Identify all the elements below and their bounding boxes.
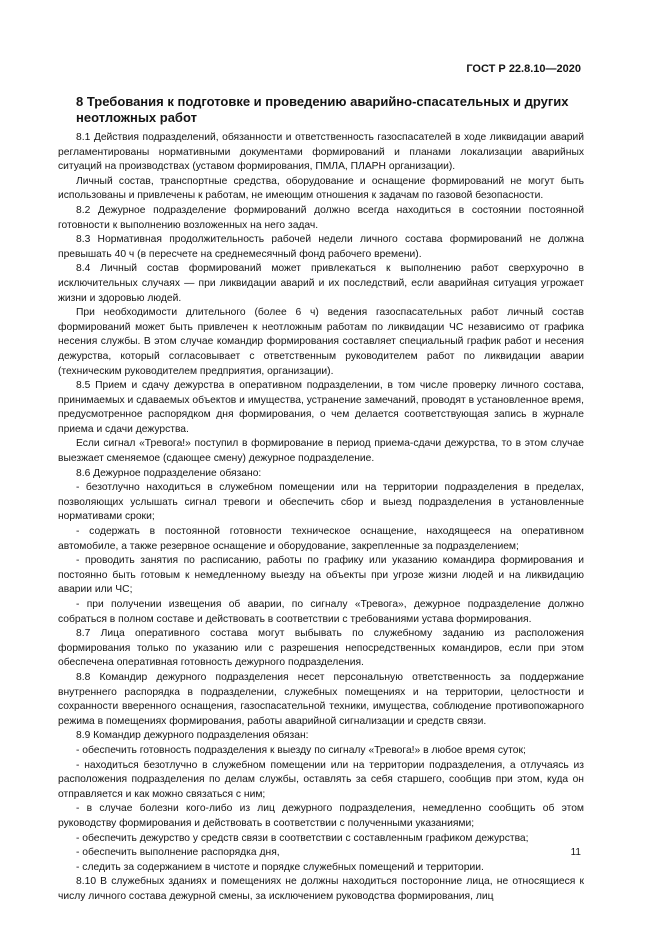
list-item: - проводить занятия по расписанию, работы по графику или указанию командира формирования и постоянно быть готовым к немедленному выезду на объекты при угрозе жизни людей и на ликвидацию аварии или ЧС; bbox=[58, 555, 584, 596]
paragraph: 8.8 Командир дежурного подразделения несет персональную ответственность за поддержание внутреннего распорядка в подразделении, служебных помещениях и на территории, целостности и сохранности вверенного оснащения, газоспасательной техники, имущества, соблюдение противопожарного режима в помещениях формирования, работы аварийной сигнализации и средств связи. bbox=[58, 671, 584, 727]
list-item: - находиться безотлучно в служебном помещении или на территории подразделения, а отлучаясь из расположения подразделения по делам службы, оставлять за себя старшего, сообщив при этом, куда он отправляется и как можно связаться с ним; bbox=[58, 759, 584, 800]
paragraph: 8.9 Командир дежурного подразделения обязан: bbox=[76, 730, 309, 742]
paragraph: Если сигнал «Тревога!» поступил в формирование в период приема-сдачи дежурства, то в этом случае выезжает сменяемое (сдающее смену) дежурное подразделение. bbox=[58, 438, 584, 465]
paragraph: 8.5 Прием и сдачу дежурства в оперативном подразделении, в том числе проверку личного состава, принимаемых и сдаваемых объектов и имущества, устранение замечаний, проводят в установленное время, предусмотренное распорядком дня формирования, о чем делается соответствующая запись в журнале приема и сдачи дежурства. bbox=[58, 380, 584, 435]
page-number: 11 bbox=[570, 847, 581, 858]
paragraph: При необходимости длительного (более 6 ч) ведения газоспасательных работ личный состав формирований может быть привлечен к неотложным работам по ликвидации ЧС независимо от графика несения службы. В этом случае командир формирования составляет специальный график работ и несения дежурства, который согласовывает с ответственным руководителем работ по ликвидации аварии (техническим руководителем предприятия, организации). bbox=[58, 307, 584, 377]
list-item: - содержать в постоянной готовности техническое оснащение, находящееся на оперативном автомобиле, а также резервное оснащение и оборудование, закрепленные за подразделением; bbox=[58, 526, 584, 552]
list-item: - следить за содержанием в чистоте и порядке служебных помещений и территории. bbox=[76, 861, 484, 873]
paragraph: Личный состав, транспортные средства, оборудование и оснащение формирований не могут быть использованы и привлечены к работам, не имеющим отношения к задачам по газовой безопасности. bbox=[58, 175, 584, 202]
document-number: ГОСТ Р 22.8.10—2020 bbox=[466, 63, 581, 75]
paragraph: 8.7 Лица оперативного состава могут выбывать по служебному заданию из расположения формирования только по указанию или с разрешения непосредственных командиров, если при этом обеспечена оперативная готовность дежурного подразделения. bbox=[58, 628, 584, 669]
list-item: - обеспечить выполнение распорядка дня, bbox=[76, 847, 280, 859]
paragraph: 8.4 Личный состав формирований может привлекаться к выполнению работ сверхурочно в исключительных случаях — при ликвидации аварий и их последствий, если аварийная ситуация угрожает жизни и здоровью людей. bbox=[58, 263, 584, 304]
paragraph: 8.2 Дежурное подразделение формирований должно всегда находиться в состоянии постоянной готовности к выполнению возложенных на него задач. bbox=[58, 204, 584, 231]
paragraph: 8.10 В служебных зданиях и помещениях не должны находиться посторонние лица, не относящиеся к числу личного состава дежурной смены, за исключением руководства формирования, лиц bbox=[58, 876, 584, 902]
list-item: - в случае болезни кого-либо из лиц дежурного подразделения, немедленно сообщить об этом руководству формирования и действовать в соответствии с полученными указаниями; bbox=[58, 803, 584, 829]
list-item: - безотлучно находиться в служебном помещении или на территории подразделения в пределах, позволяющих услышать сигнал тревоги и обеспечить сбор и выезд подразделения в установленные нормативами сроки; bbox=[58, 482, 584, 523]
paragraph: 8.1 Действия подразделений, обязанности и ответственность газоспасателей в ходе ликвидации аварий регламентированы нормативными документами формирований и планами локализации аварийных ситуаций на производствах (уставом формирования, ПМЛА, ПЛАРН организации). bbox=[58, 132, 584, 173]
paragraph: 8.6 Дежурное подразделение обязано: bbox=[76, 467, 262, 479]
list-item: - при получении извещения об аварии, по сигналу «Тревога», дежурное подразделение должно собраться в полном составе и действовать в соответствии с требованиями устава формирования. bbox=[58, 599, 584, 625]
paragraph: 8.3 Нормативная продолжительность рабочей недели личного состава формирований не должна превышать 40 ч (в пересчете на среднемесячный фонд рабочего времени). bbox=[58, 234, 584, 260]
section-title: 8 Требования к подготовке и проведению аварийно-спасательных и других неотложных работ bbox=[76, 94, 569, 125]
list-item: - обеспечить дежурство у средств связи в соответствии с составленным графиком дежурства; bbox=[76, 832, 529, 844]
list-item: - обеспечить готовность подразделения к выезду по сигналу «Тревога!» в любое время суток; bbox=[76, 744, 526, 756]
section-body bbox=[58, 131, 584, 904]
